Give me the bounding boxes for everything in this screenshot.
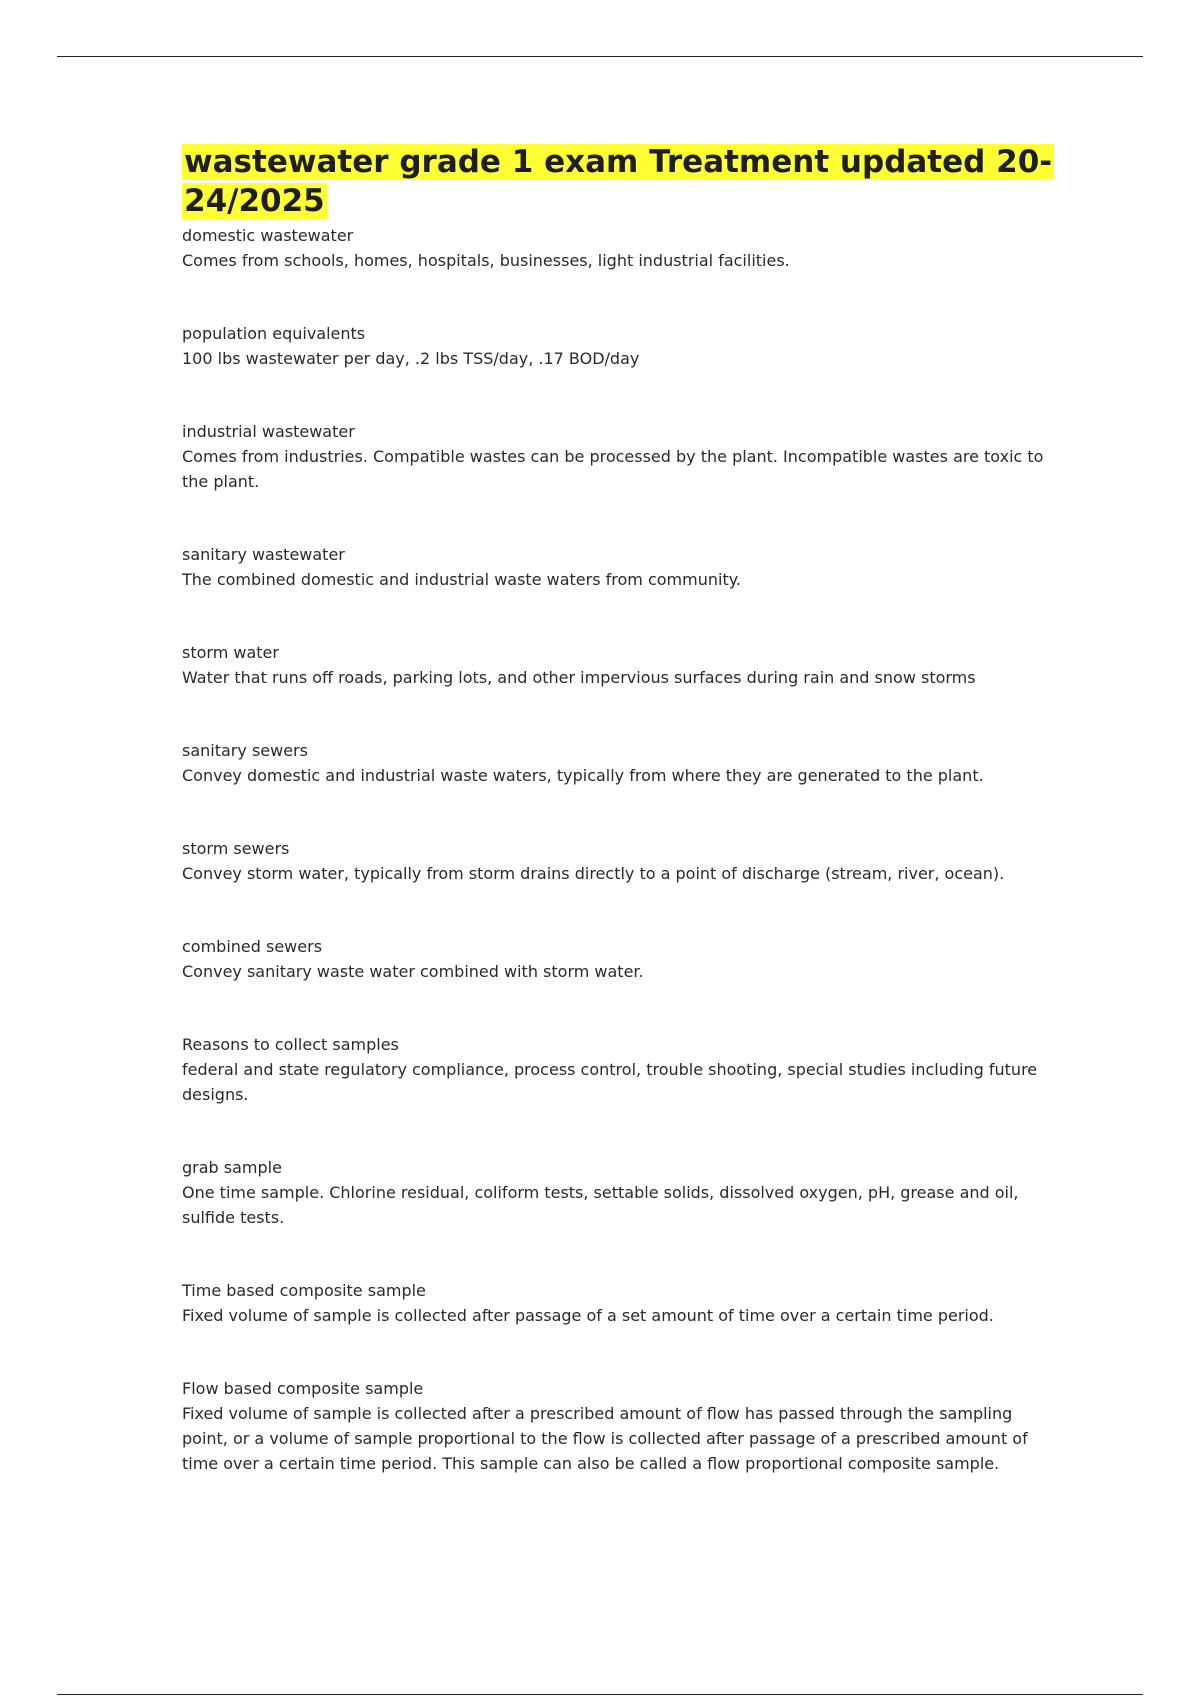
entry-term: sanitary wastewater	[182, 545, 345, 564]
entry-definition: 100 lbs wastewater per day, .2 lbs TSS/day, .17 BOD/day	[182, 349, 640, 368]
list-item	[182, 640, 1062, 690]
entry-term: domestic wastewater	[182, 226, 354, 245]
list-item	[182, 1278, 1062, 1328]
list-item	[182, 1155, 1062, 1230]
header-rule	[57, 56, 1143, 57]
entry-definition: Convey sanitary waste water combined with storm water.	[182, 962, 644, 981]
entry-term: storm water	[182, 643, 279, 662]
entry-definition: Comes from industries. Compatible wastes can be processed by the plant. Incompatible wastes are toxic to the plant.	[182, 447, 1044, 491]
list-item	[182, 836, 1062, 886]
title-highlight: wastewater grade 1 exam Treatment updated 20-24/2025	[184, 144, 1053, 219]
list-item	[182, 419, 1062, 494]
entry-term: industrial wastewater	[182, 422, 355, 441]
entry-term: population equivalents	[182, 324, 366, 343]
list-item	[182, 738, 1062, 788]
entry-definition: Comes from schools, homes, hospitals, businesses, light industrial facilities.	[182, 251, 790, 270]
entry-definition: The combined domestic and industrial waste waters from community.	[182, 570, 741, 589]
entry-definition: Convey storm water, typically from storm drains directly to a point of discharge (stream, river, ocean).	[182, 864, 1005, 883]
entry-term: combined sewers	[182, 937, 323, 956]
document-title	[182, 143, 1062, 221]
entry-definition: Fixed volume of sample is collected after a prescribed amount of flow has passed through the sampling point, or a volume of sample proportional to the flow is collected after passage of a prescribed amount of time over a certain time period. This sample can also be called a flow proportional composite sample.	[182, 1404, 1028, 1473]
entry-term: sanitary sewers	[182, 741, 308, 760]
entry-definition: Fixed volume of sample is collected after passage of a set amount of time over a certain time period.	[182, 1306, 994, 1325]
entry-definition: Water that runs off roads, parking lots, and other impervious surfaces during rain and snow storms	[182, 668, 976, 687]
list-item	[182, 1032, 1062, 1107]
footer-rule	[57, 1694, 1143, 1695]
entry-definition: Convey domestic and industrial waste waters, typically from where they are generated to the plant.	[182, 766, 984, 785]
entry-term: Flow based composite sample	[182, 1379, 424, 1398]
entry-term: Time based composite sample	[182, 1281, 426, 1300]
entry-definition: One time sample. Chlorine residual, coliform tests, settable solids, dissolved oxygen, pH, grease and oil, sulfide tests.	[182, 1183, 1019, 1227]
list-item	[182, 223, 1062, 273]
list-item	[182, 321, 1062, 371]
entry-term: Reasons to collect samples	[182, 1035, 399, 1054]
document-body	[182, 143, 1062, 1524]
entry-term: grab sample	[182, 1158, 282, 1177]
entry-list	[182, 223, 1062, 1476]
list-item	[182, 1376, 1062, 1476]
list-item	[182, 934, 1062, 984]
list-item	[182, 542, 1062, 592]
entry-definition: federal and state regulatory compliance, process control, trouble shooting, special studies including future designs.	[182, 1060, 1038, 1104]
entry-term: storm sewers	[182, 839, 290, 858]
